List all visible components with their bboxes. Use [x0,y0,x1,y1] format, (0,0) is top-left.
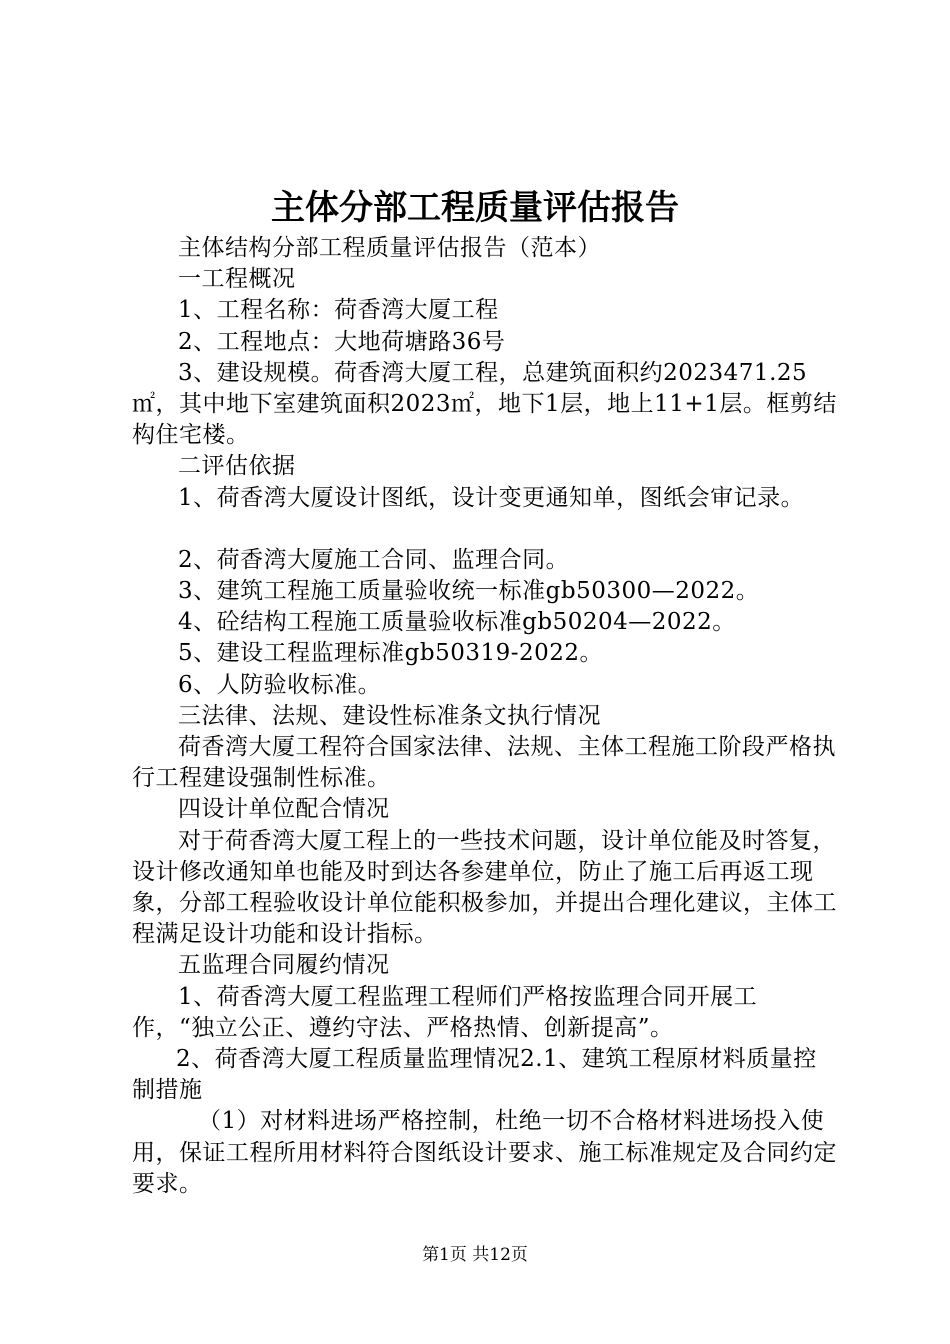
section-heading-design: 四设计单位配合情况 [178,796,390,823]
paragraph-material-control: （1）对材料进场严格控制，杜绝一切不合格材料进场投入使用，保证工程所用材料符合图纸设计要求、施工标准规定及合同约定要求。 [132,1108,837,1197]
paragraph-subtitle: 主体结构分部工程质量评估报告（范本） [178,235,601,261]
section-heading-overview: 一工程概况 [178,266,296,293]
section-heading-supervision: 五监理合同履约情况 [178,952,390,979]
paragraph-design: 对于荷香湾大厦工程上的一些技术问题，设计单位能及时答复，设计修改通知单也能及时到达各参建单位，防止了施工后再返工现象，分部工程验收设计单位能积极参加，并提出合理化建议，主体工程满足设计功能和设计指标。 [132,827,837,948]
paragraph-supervision-1: 1、荷香湾大厦工程监理工程师们严格按监理合同开展工作，“独立公正、遵约守法、严格热情、创新提高”。 [132,983,758,1041]
paragraph-basis-4: 4、砼结构工程施工质量验收标准gb50204—2022。 [178,609,736,636]
paragraph-project-name: 1、工程名称：荷香湾大厦工程 [178,297,499,324]
paragraph-basis-1: 1、荷香湾大厦设计图纸，设计变更通知单，图纸会审记录。 [178,484,805,511]
section-heading-basis: 二评估依据 [178,453,296,480]
paragraph-project-location: 2、工程地点：大地荷塘路36号 [178,328,506,355]
paragraph-basis-6: 6、人防验收标准。 [178,671,382,698]
section-heading-law: 三法律、法规、建设性标准条文执行情况 [178,702,601,729]
paragraph-basis-3: 3、建筑工程施工质量验收统一标准gb50300—2022。 [178,578,760,605]
document-title: 主体分部工程质量评估报告 [271,188,679,228]
paragraph-project-scale: 3、建设规模。荷香湾大厦工程，总建筑面积约2023471.25㎡，其中地下室建筑面积2023㎡，地下1层，地上11+1层。框剪结构住宅楼。 [132,359,837,449]
paragraph-basis-5: 5、建设工程监理标准gb50319-2022。 [178,640,604,667]
paragraph-law: 荷香湾大厦工程符合国家法律、法规、主体工程施工阶段严格执行工程建设强制性标准。 [132,734,836,792]
paragraph-supervision-2: 2、荷香湾大厦工程质量监理情况2.1、建筑工程原材料质量控制措施 [132,1046,817,1104]
paragraph-basis-2: 2、荷香湾大厦施工合同、监理合同。 [178,546,570,573]
document-body [132,233,838,1200]
page-footer: 第1页 共12页 [422,1245,528,1265]
